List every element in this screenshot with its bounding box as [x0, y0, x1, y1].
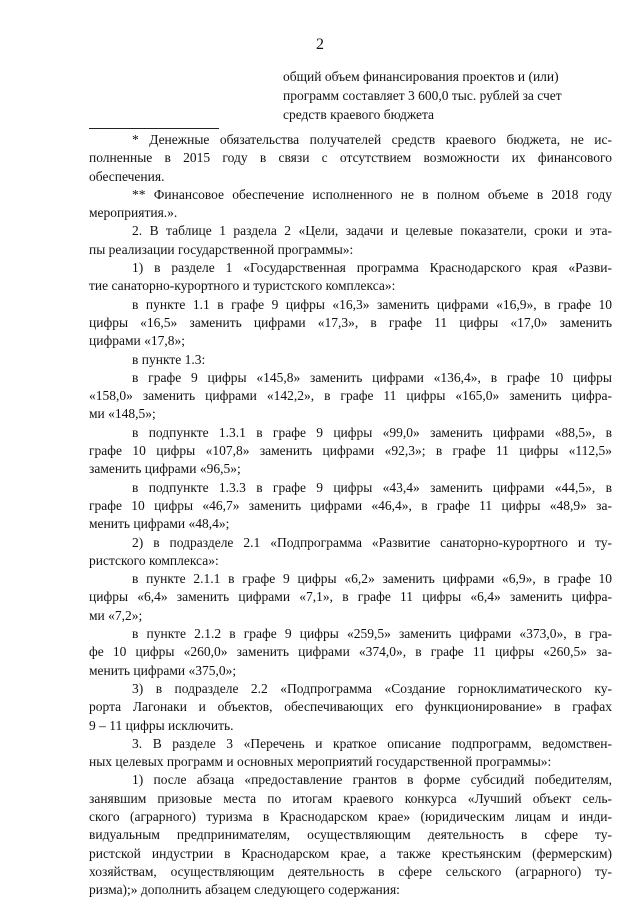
text-line: 2) в подразделе 2.1 «Подпрограмма «Развитие санаторно-курортного и ту- — [132, 534, 612, 550]
text-line: обеспечения. — [89, 168, 165, 184]
funding-note-block — [283, 67, 613, 124]
footnote-separator — [89, 128, 219, 129]
text-line: ристской индустрии в Краснодарском крае, а также крестьянским (фермерским) — [89, 845, 612, 861]
text-line: хозяйствам, осуществляющим деятельность в сфере сельского (аграрного) ту- — [89, 863, 612, 879]
text-line: в подпункте 1.3.1 в графе 9 цифры «99,0» заменить цифрами «88,5», в — [132, 424, 612, 440]
text-line: 3) в подразделе 2.2 «Подпрограмма «Создание горноклиматического ку- — [132, 680, 612, 696]
funding-note-line: общий объем финансирования проектов и (или) — [283, 69, 559, 84]
text-line: * Денежные обязательства получателей средств краевого бюджета, не ис- — [132, 132, 612, 147]
text-line: фе 10 цифры «260,0» заменить цифрами «374,0», в графе 11 цифры «260,5» за- — [89, 644, 612, 660]
text-line: мероприятия.». — [89, 205, 178, 221]
funding-note-line: программ составляет 3 600,0 тыс. рублей за счет — [283, 88, 562, 103]
text-line: менить цифрами «48,4»; — [89, 516, 230, 532]
text-line: в подпункте 1.3.3 в графе 9 цифры «43,4» заменить цифрами «44,5», в — [132, 479, 612, 495]
text-line: тие санаторно-курортного и туристского комплекса»: — [89, 278, 396, 294]
text-line: ского (аграрного) туризма в Краснодарском крае» (юридическим лицам и инди- — [89, 808, 612, 824]
text-line: ризма);» дополнить абзацем следующего содержания: — [89, 882, 400, 898]
funding-note-line: средств краевого бюджета — [283, 107, 435, 122]
text-line: заменить цифрами «96,5»; — [89, 461, 241, 477]
text-line: ных целевых программ и основных мероприятий государственной программы»: — [89, 754, 552, 770]
text-line: в пункте 1.1 в графе 9 цифры «16,3» заменить цифрами «16,9», в графе 10 — [132, 296, 612, 312]
document-body — [89, 131, 612, 899]
text-line: в пункте 2.1.2 в графе 9 цифры «259,5» заменить цифрами «373,0», в гра- — [132, 626, 612, 642]
text-line: графе 10 цифры «46,7» заменить цифрами «46,4», в графе 11 цифры «48,9» за- — [89, 497, 612, 513]
text-line: 2. В таблице 1 раздела 2 «Цели, задачи и целевые показатели, сроки и эта- — [132, 223, 612, 239]
text-line: ** Финансовое обеспечение исполненного не в полном объеме в 2018 году — [132, 186, 612, 202]
text-line: полненные в 2015 году в связи с отсутствием возможности их финансового — [89, 150, 612, 166]
text-line: графе 10 цифры «107,8» заменить цифрами «92,3»; в графе 11 цифры «112,5» — [89, 443, 612, 459]
text-line: цифры «16,5» заменить цифрами «17,3», в графе 11 цифры «17,0» заменить — [89, 314, 612, 330]
text-line: занявшим призовые места по итогам краевого конкурса «Лучший объект сель- — [89, 790, 612, 806]
text-line: в графе 9 цифры «145,8» заменить цифрами «136,4», в графе 10 цифры — [132, 369, 612, 385]
text-line: пы реализации государственной программы»: — [89, 241, 354, 257]
text-line: цифры «6,4» заменить цифрами «7,1», в графе 11 цифры «6,4» заменить цифра- — [89, 589, 612, 605]
text-line: цифрами «17,8»; — [89, 333, 185, 349]
text-line: 3. В разделе 3 «Перечень и краткое описание подпрограмм, ведомствен- — [132, 735, 612, 751]
text-line: в пункте 1.3: — [132, 351, 206, 367]
text-line: ми «148,5»; — [89, 406, 156, 422]
text-line: 9 – 11 цифры исключить. — [89, 717, 234, 733]
text-line: 1) после абзаца «предоставление грантов в форме субсидий победителям, — [132, 772, 612, 788]
text-line: ристского комплекса»: — [89, 552, 219, 568]
page-number: 2 — [316, 36, 324, 53]
text-line: «158,0» заменить цифрами «142,2», в графе 11 цифры «165,0» заменить цифра- — [89, 388, 612, 404]
text-line: рорта Лагонаки и объектов, обеспечивающих его функционирование» в графах — [89, 699, 612, 715]
text-line: 1) в разделе 1 «Государственная программа Краснодарского края «Разви- — [132, 260, 612, 276]
text-line: ми «7,2»; — [89, 607, 143, 623]
text-line: видуальным предпринимателям, осуществляющим деятельность в сфере ту- — [89, 827, 612, 843]
text-line: в пункте 2.1.1 в графе 9 цифры «6,2» заменить цифрами «6,9», в графе 10 — [132, 571, 612, 587]
text-line: менить цифрами «375,0»; — [89, 662, 237, 678]
